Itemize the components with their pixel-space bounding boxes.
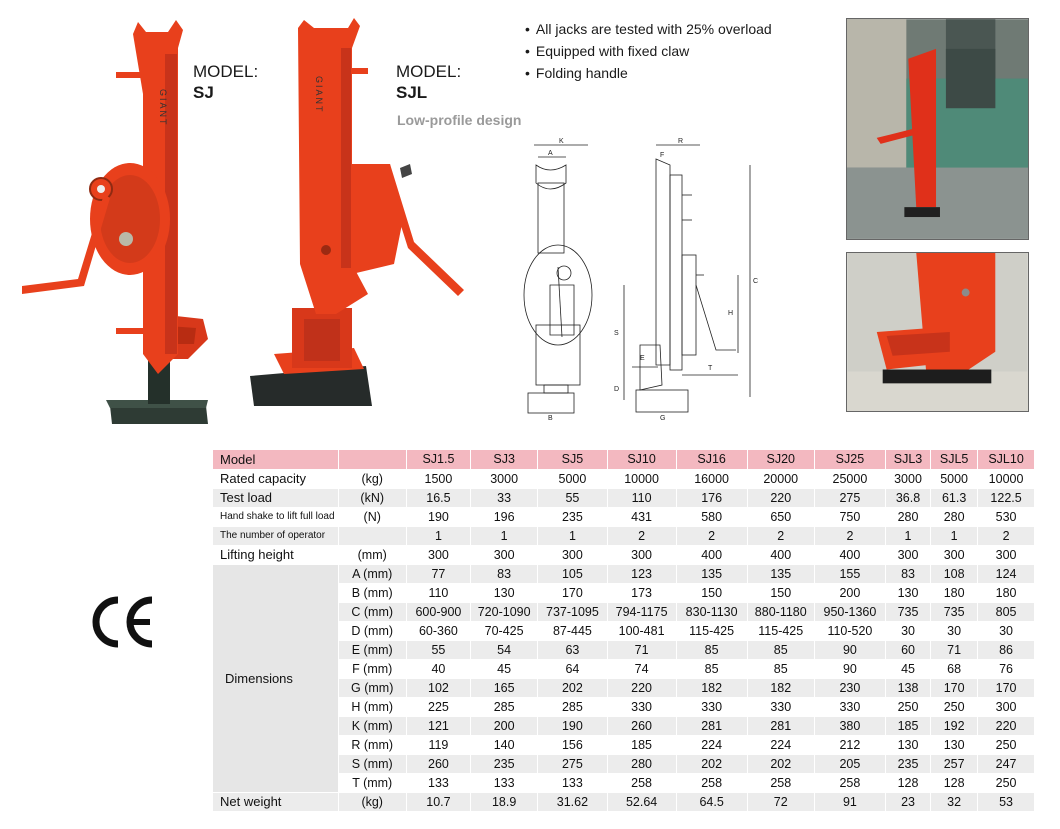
dim-label-f: F [660,152,665,159]
table-cell: 300 [931,545,978,564]
table-cell: 150 [747,583,814,602]
row-unit: (mm) [338,545,406,564]
row-label: Rated capacity [213,469,338,488]
table-cell: 330 [747,697,814,716]
dimension-unit: R (mm) [338,735,406,754]
table-cell: 85 [676,659,747,678]
sj-model-prefix: MODEL: [193,62,259,81]
table-cell: 805 [978,602,1035,621]
table-header-row [213,450,1035,469]
table-cell: 1 [885,526,930,545]
table-cell: 64 [538,659,607,678]
table-cell: 85 [747,659,814,678]
table-cell: 74 [607,659,676,678]
table-cell: 155 [814,564,885,583]
table-cell: 54 [470,640,537,659]
table-cell: 880-1180 [747,602,814,621]
table-cell: 224 [676,735,747,754]
table-cell: 176 [676,488,747,507]
sjl-model-label [396,61,461,103]
table-cell: 119 [406,735,470,754]
table-cell: 400 [676,545,747,564]
table-cell: 190 [406,507,470,526]
table-cell: 330 [814,697,885,716]
table-cell: 30 [885,621,930,640]
table-cell: 950-1360 [814,602,885,621]
table-cell: 720-1090 [470,602,537,621]
table-cell: 5000 [931,469,978,488]
dim-label-g: G [660,415,666,420]
sj-jack-image [18,14,218,434]
table-cell: 1 [470,526,537,545]
dim-label-r: R [678,138,684,145]
dim-label-t: T [708,365,713,372]
table-cell: 86 [978,640,1035,659]
table-cell: 68 [931,659,978,678]
dimension-unit: B (mm) [338,583,406,602]
table-row [213,507,1035,526]
table-cell: 128 [885,773,930,792]
table-cell: 115-425 [747,621,814,640]
table-cell: 257 [931,754,978,773]
header-model-cell: SJL3 [885,450,930,469]
dim-label-d: D [614,386,620,393]
table-cell: 400 [747,545,814,564]
table-cell: 130 [470,583,537,602]
table-cell: 185 [885,716,930,735]
table-cell: 260 [607,716,676,735]
table-cell: 830-1130 [676,602,747,621]
table-cell: 202 [747,754,814,773]
table-row [213,564,1035,583]
table-cell: 225 [406,697,470,716]
jack-in-use-photo [846,18,1029,240]
table-cell: 250 [978,735,1035,754]
table-row [213,488,1035,507]
table-cell: 156 [538,735,607,754]
row-unit: (kg) [338,792,406,811]
table-cell: 202 [676,754,747,773]
table-cell: 220 [607,678,676,697]
table-cell: 36.8 [885,488,930,507]
row-label: Test load [213,488,338,507]
table-cell: 25000 [814,469,885,488]
table-cell: 61.3 [931,488,978,507]
table-cell: 16.5 [406,488,470,507]
svg-text:GIANT: GIANT [314,76,324,114]
table-cell: 235 [538,507,607,526]
table-cell: 275 [538,754,607,773]
header-model-cell: SJ25 [814,450,885,469]
table-cell: 330 [607,697,676,716]
table-cell: 32 [931,792,978,811]
table-cell: 150 [676,583,747,602]
table-cell: 400 [814,545,885,564]
table-cell: 180 [978,583,1035,602]
table-cell: 90 [814,640,885,659]
table-cell: 281 [747,716,814,735]
table-cell: 173 [607,583,676,602]
dimension-unit: E (mm) [338,640,406,659]
table-cell: 124 [978,564,1035,583]
table-cell: 20000 [747,469,814,488]
header-model-cell: SJ20 [747,450,814,469]
table-cell: 3000 [470,469,537,488]
table-cell: 55 [538,488,607,507]
table-cell: 2 [978,526,1035,545]
table-cell: 1 [931,526,978,545]
table-cell: 122.5 [978,488,1035,507]
table-cell: 275 [814,488,885,507]
table-cell: 3000 [885,469,930,488]
header-unit-cell [338,450,406,469]
table-cell: 196 [470,507,537,526]
table-cell: 735 [931,602,978,621]
table-cell: 77 [406,564,470,583]
table-cell: 530 [978,507,1035,526]
table-cell: 250 [885,697,930,716]
table-cell: 53 [978,792,1035,811]
table-cell: 170 [538,583,607,602]
table-cell: 1500 [406,469,470,488]
table-row [213,545,1035,564]
table-cell: 285 [538,697,607,716]
table-cell: 200 [814,583,885,602]
table-cell: 70-425 [470,621,537,640]
dimension-drawing [510,135,760,420]
table-cell: 330 [676,697,747,716]
sjl-model-name: SJL [396,83,428,102]
table-cell: 580 [676,507,747,526]
table-cell: 180 [931,583,978,602]
table-cell: 10.7 [406,792,470,811]
table-cell: 300 [470,545,537,564]
table-cell: 224 [747,735,814,754]
table-cell: 71 [931,640,978,659]
table-cell: 91 [814,792,885,811]
table-cell: 280 [607,754,676,773]
table-cell: 133 [538,773,607,792]
table-row [213,526,1035,545]
table-cell: 281 [676,716,747,735]
table-cell: 230 [814,678,885,697]
row-label: Net weight [213,792,338,811]
table-cell: 52.64 [607,792,676,811]
table-cell: 300 [885,545,930,564]
table-cell: 115-425 [676,621,747,640]
table-cell: 300 [538,545,607,564]
table-cell: 130 [885,735,930,754]
feature-item: • All jacks are tested with 25% overload [525,18,772,40]
table-cell: 2 [747,526,814,545]
dimension-unit: C (mm) [338,602,406,621]
table-cell: 130 [885,583,930,602]
table-cell: 285 [470,697,537,716]
table-cell: 55 [406,640,470,659]
table-cell: 258 [676,773,747,792]
table-cell: 185 [607,735,676,754]
table-cell: 235 [470,754,537,773]
dimension-unit: S (mm) [338,754,406,773]
table-cell: 105 [538,564,607,583]
table-cell: 138 [885,678,930,697]
dimensions-label: Dimensions [213,564,338,792]
table-cell: 1 [406,526,470,545]
dim-label-k: K [559,138,564,145]
table-cell: 247 [978,754,1035,773]
table-cell: 133 [470,773,537,792]
table-cell: 258 [607,773,676,792]
row-unit: (kg) [338,469,406,488]
table-cell: 83 [885,564,930,583]
table-cell: 1 [538,526,607,545]
table-cell: 258 [747,773,814,792]
table-cell: 110-520 [814,621,885,640]
feature-item: • Equipped with fixed claw [525,40,772,62]
table-cell: 182 [747,678,814,697]
table-cell: 260 [406,754,470,773]
table-cell: 5000 [538,469,607,488]
table-cell: 72 [747,792,814,811]
table-cell: 2 [814,526,885,545]
feature-item: • Folding handle [525,62,772,84]
table-cell: 10000 [978,469,1035,488]
dimension-unit: H (mm) [338,697,406,716]
table-cell: 735 [885,602,930,621]
dimension-unit: D (mm) [338,621,406,640]
table-cell: 200 [470,716,537,735]
dimension-unit: K (mm) [338,716,406,735]
table-cell: 85 [747,640,814,659]
table-cell: 102 [406,678,470,697]
table-cell: 45 [470,659,537,678]
table-cell: 71 [607,640,676,659]
dim-label-s: S [614,330,619,337]
table-cell: 235 [885,754,930,773]
table-cell: 220 [747,488,814,507]
table-cell: 2 [676,526,747,545]
table-cell: 108 [931,564,978,583]
table-cell: 135 [747,564,814,583]
table-cell: 63 [538,640,607,659]
row-unit [338,526,406,545]
table-cell: 140 [470,735,537,754]
table-cell: 205 [814,754,885,773]
table-cell: 40 [406,659,470,678]
table-cell: 30 [931,621,978,640]
table-cell: 431 [607,507,676,526]
dim-label-b: B [548,415,553,420]
table-cell: 23 [885,792,930,811]
table-cell: 737-1095 [538,602,607,621]
table-cell: 280 [885,507,930,526]
dimension-unit: G (mm) [338,678,406,697]
specification-table [213,450,1035,812]
table-cell: 76 [978,659,1035,678]
table-cell: 16000 [676,469,747,488]
table-cell: 300 [406,545,470,564]
table-cell: 64.5 [676,792,747,811]
table-cell: 182 [676,678,747,697]
table-cell: 300 [978,697,1035,716]
table-cell: 212 [814,735,885,754]
table-cell: 45 [885,659,930,678]
table-cell: 135 [676,564,747,583]
table-cell: 33 [470,488,537,507]
sjl-model-prefix: MODEL: [396,62,462,81]
row-label: Lifting height [213,545,338,564]
header-model-cell: SJ5 [538,450,607,469]
table-cell: 220 [978,716,1035,735]
table-row [213,469,1035,488]
table-cell: 133 [406,773,470,792]
table-cell: 280 [931,507,978,526]
table-cell: 250 [931,697,978,716]
table-cell: 110 [607,488,676,507]
table-cell: 258 [814,773,885,792]
table-cell: 87-445 [538,621,607,640]
feature-list [525,18,772,84]
header-model-cell: SJ10 [607,450,676,469]
table-cell: 130 [931,735,978,754]
table-cell: 60 [885,640,930,659]
table-cell: 380 [814,716,885,735]
header-model-cell: SJ3 [470,450,537,469]
row-label: Hand shake to lift full load [213,507,338,526]
table-cell: 170 [978,678,1035,697]
row-label: The number of operator [213,526,338,545]
table-cell: 121 [406,716,470,735]
table-cell: 110 [406,583,470,602]
table-cell: 90 [814,659,885,678]
dimension-unit: T (mm) [338,773,406,792]
table-cell: 170 [931,678,978,697]
header-model-label: Model [213,450,338,469]
table-cell: 750 [814,507,885,526]
table-cell: 85 [676,640,747,659]
table-cell: 650 [747,507,814,526]
dimension-unit: A (mm) [338,564,406,583]
table-cell: 600-900 [406,602,470,621]
table-cell: 83 [470,564,537,583]
dim-label-e: E [640,355,645,362]
svg-text:GIANT: GIANT [158,89,168,127]
dim-label-a: A [548,150,553,157]
header-model-cell: SJL5 [931,450,978,469]
table-cell: 123 [607,564,676,583]
jack-foot-photo [846,252,1029,412]
dimension-unit: F (mm) [338,659,406,678]
table-cell: 128 [931,773,978,792]
table-cell: 18.9 [470,792,537,811]
dim-label-h: H [728,310,734,317]
table-cell: 10000 [607,469,676,488]
table-cell: 31.62 [538,792,607,811]
table-row [213,792,1035,811]
table-cell: 250 [978,773,1035,792]
table-cell: 60-360 [406,621,470,640]
header-model-cell: SJL10 [978,450,1035,469]
table-cell: 190 [538,716,607,735]
table-cell: 794-1175 [607,602,676,621]
table-cell: 300 [978,545,1035,564]
table-cell: 2 [607,526,676,545]
dim-label-c: C [753,278,759,285]
row-unit: (N) [338,507,406,526]
header-model-cell: SJ16 [676,450,747,469]
sjl-low-profile-note: Low-profile design [397,112,522,128]
row-unit: (kN) [338,488,406,507]
table-cell: 202 [538,678,607,697]
table-cell: 192 [931,716,978,735]
table-cell: 300 [607,545,676,564]
table-cell: 30 [978,621,1035,640]
header-model-cell: SJ1.5 [406,450,470,469]
sj-model-name: SJ [193,83,214,102]
table-cell: 165 [470,678,537,697]
ce-mark-logo [88,594,158,650]
table-cell: 100-481 [607,621,676,640]
